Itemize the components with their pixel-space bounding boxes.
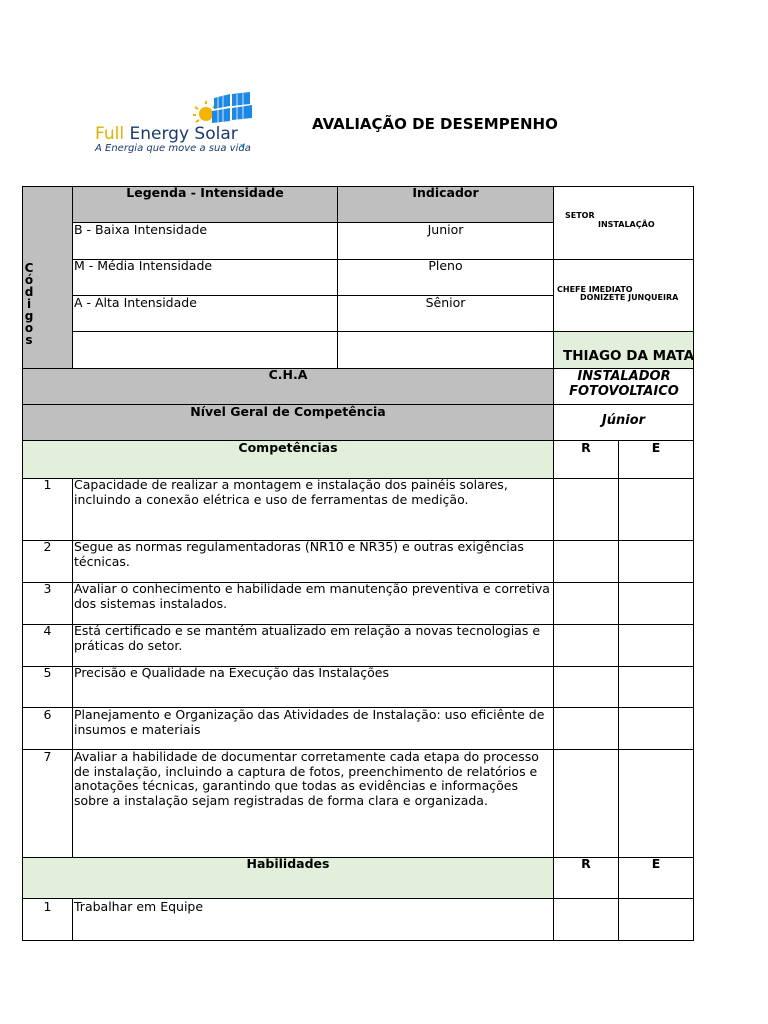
- row-number: 7: [43, 749, 52, 764]
- competencia-text: Segue as normas regulamentadoras (NR10 e NR35) e outras exigências técnicas.: [74, 539, 524, 569]
- level-text: Júnior: [601, 413, 646, 428]
- codigos-label: Códigos: [24, 261, 34, 347]
- row-number: 6: [43, 707, 52, 722]
- col-e-label: E: [651, 440, 661, 455]
- indicator-text: Junior: [427, 222, 464, 237]
- legend-text: A - Alta Intensidade: [74, 295, 197, 310]
- row-number: 2: [43, 539, 52, 554]
- col-r-label: R: [581, 440, 591, 455]
- brand-name: Full Energy Solar: [95, 124, 238, 144]
- score-r-cell[interactable]: [553, 898, 619, 941]
- page-title: AVALIAÇÃO DE DESEMPENHO: [312, 115, 558, 133]
- hab-col-e-label: E: [651, 856, 661, 871]
- row-number: 4: [43, 623, 52, 638]
- habilidade-text: Trabalhar em Equipe: [74, 899, 204, 914]
- setor-value: INSTALAÇÃO: [598, 220, 655, 229]
- score-e-cell[interactable]: [618, 582, 694, 625]
- indicator-text: Sênior: [425, 295, 466, 310]
- row-number: 5: [43, 665, 52, 680]
- brand-tagline: A Energia que move a sua vida: [95, 143, 251, 154]
- indicator-cell-empty: [337, 331, 554, 369]
- nivel-label: Nível Geral de Competência: [190, 404, 386, 419]
- competencia-text: Avaliar o conhecimento e habilidade em manutenção preventiva e corretiva dos sistemas instalados.: [74, 581, 550, 611]
- score-e-cell[interactable]: [618, 624, 694, 667]
- score-r-cell[interactable]: [553, 540, 619, 583]
- legend-text: B - Baixa Intensidade: [74, 222, 208, 237]
- competencia-text: Planejamento e Organização das Atividades de Instalação: uso eficiênte de insumos e materiais: [74, 707, 545, 737]
- row-number: 1: [43, 477, 52, 492]
- competencias-header-label: Competências: [238, 440, 338, 455]
- score-r-cell[interactable]: [553, 707, 619, 750]
- score-e-cell[interactable]: [618, 898, 694, 941]
- score-r-cell[interactable]: [553, 582, 619, 625]
- competencia-text: Está certificado e se mantém atualizado em relação a novas tecnologias e práticas do setor.: [74, 623, 541, 653]
- row-number: 1: [43, 899, 52, 914]
- cha-label: C.H.A: [268, 367, 308, 382]
- score-e-cell[interactable]: [618, 540, 694, 583]
- chefe-value: DONIZETE JUNQUEIRA: [580, 293, 679, 302]
- legend-text: M - Média Intensidade: [74, 258, 213, 273]
- habilidades-header-label: Habilidades: [246, 856, 330, 871]
- employee-name: THIAGO DA MATA: [563, 348, 695, 364]
- legend-row-empty: [72, 331, 338, 369]
- hab-col-r-label: R: [581, 856, 591, 871]
- role-text: INSTALADOR FOTOVOLTAICO: [569, 369, 679, 399]
- sun-icon: [193, 101, 215, 122]
- setor-label: SETOR: [565, 211, 595, 220]
- chefe-label: CHEFE IMEDIATO: [557, 285, 633, 294]
- score-r-cell[interactable]: [553, 749, 619, 858]
- legend-header-label: Legenda - Intensidade: [126, 185, 284, 200]
- score-r-cell[interactable]: [553, 666, 619, 708]
- indicator-text: Pleno: [428, 258, 463, 273]
- score-r-cell[interactable]: [553, 478, 619, 541]
- indicator-header-label: Indicador: [412, 185, 479, 200]
- score-e-cell[interactable]: [618, 707, 694, 750]
- score-e-cell[interactable]: [618, 478, 694, 541]
- competencia-text: Precisão e Qualidade na Execução das Instalações: [74, 665, 389, 680]
- score-r-cell[interactable]: [553, 624, 619, 667]
- competencia-text: Capacidade de realizar a montagem e instalação dos painéis solares, incluindo a conexão elétrica e uso de ferramentas de medição.: [74, 477, 508, 507]
- score-e-cell[interactable]: [618, 666, 694, 708]
- score-e-cell[interactable]: [618, 749, 694, 858]
- competencia-text: Avaliar a habilidade de documentar corretamente cada etapa do processo de instalação, incluindo a captura de fotos, preenchimento de relatórios e anotações técnicas, garantindo que todas as evidências e informações sobre a instalação sejam registradas de forma clara e organizada.: [74, 749, 539, 808]
- row-number: 3: [43, 581, 52, 596]
- row-number-cell: [22, 749, 73, 858]
